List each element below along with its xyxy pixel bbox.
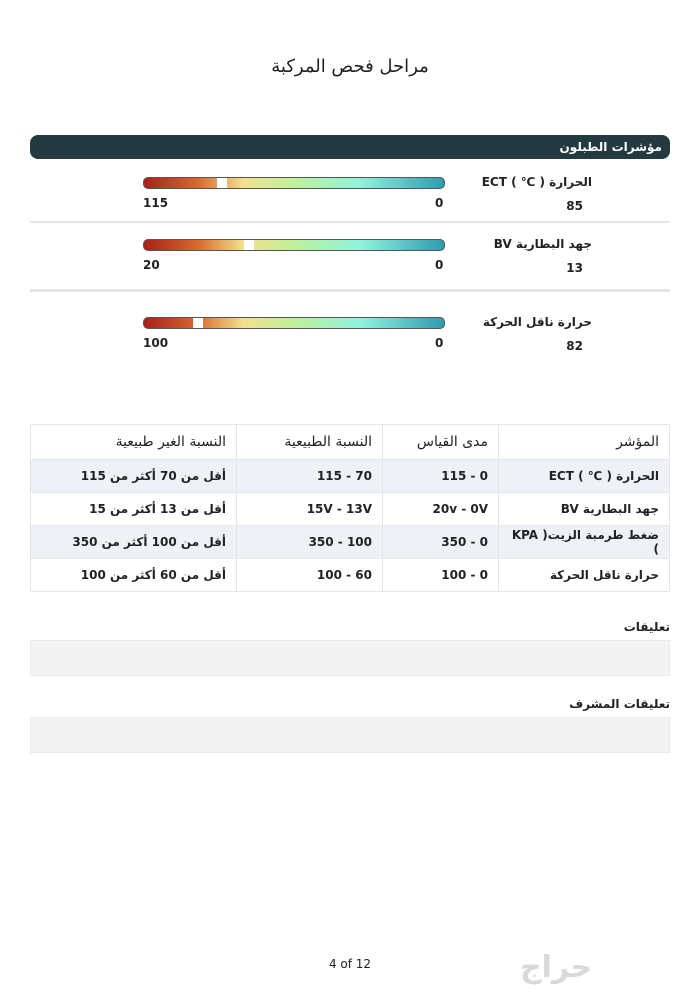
supervisor-comments-label: تعليقات المشرف — [569, 697, 670, 711]
cell: 350 - 100 — [237, 526, 383, 559]
gauge-min: 0 — [435, 258, 444, 272]
header-range: مدى القياس — [383, 425, 499, 460]
cell: 20v - 0V — [383, 493, 499, 526]
cell: 115 - 70 — [237, 460, 383, 493]
cell: 100 - 0 — [383, 559, 499, 592]
gauge-value: 82 — [566, 339, 583, 353]
cell: أقل من 13 أكثر من 15 — [31, 493, 237, 526]
cell: 350 - 0 — [383, 526, 499, 559]
gauge-value: 85 — [566, 199, 583, 213]
cell: جهد البطارية BV — [499, 493, 670, 526]
gauge-min: 0 — [435, 196, 444, 210]
cell: 100 - 60 — [237, 559, 383, 592]
comments-field[interactable] — [30, 640, 670, 676]
gauge-label: حرارة ناقل الحركة — [482, 315, 592, 329]
table-header-row — [31, 425, 670, 460]
gauge-marker — [193, 318, 203, 328]
gauge-max: 100 — [143, 336, 169, 350]
gauge-bar — [143, 317, 445, 329]
cell: 115 - 0 — [383, 460, 499, 493]
gauge-marker — [244, 240, 254, 250]
divider — [30, 221, 670, 223]
divider — [30, 289, 670, 292]
page-number: 4 of 12 — [328, 957, 372, 971]
page-title: مراحل فحص المركبة — [271, 56, 429, 77]
comments-label: تعليقات — [623, 620, 670, 634]
gauge-label: الحرارة ( ℃ ) ECT — [481, 175, 592, 189]
gauge-value: 13 — [566, 261, 583, 275]
gauge-label: جهد البطارية BV — [493, 237, 592, 251]
supervisor-comments-field[interactable] — [30, 717, 670, 753]
cell: أقل من 100 أكثر من 350 — [31, 526, 237, 559]
table-row — [31, 493, 670, 526]
table-row — [31, 559, 670, 592]
header-indicator: المؤشر — [499, 425, 670, 460]
cell: حرارة ناقل الحركة — [499, 559, 670, 592]
table-row — [31, 526, 670, 559]
section-header: مؤشرات الطبلون — [30, 135, 670, 159]
header-abnormal: النسبة الغير طبيعية — [31, 425, 237, 460]
cell: 15V - 13V — [237, 493, 383, 526]
indicators-table — [30, 424, 670, 592]
gauge-bar — [143, 239, 445, 251]
gauge-max: 20 — [143, 258, 160, 272]
gauge-min: 0 — [435, 336, 444, 350]
cell: ضغط طرمبة الزيت( KPA ) — [499, 526, 670, 559]
cell: أقل من 70 أكثر من 115 — [31, 460, 237, 493]
header-normal: النسبة الطبيعية — [237, 425, 383, 460]
table-row — [31, 460, 670, 493]
cell: الحرارة ( ℃ ) ECT — [499, 460, 670, 493]
watermark-logo: حراج — [520, 950, 593, 985]
cell: أقل من 60 أكثر من 100 — [31, 559, 237, 592]
gauge-marker — [217, 178, 227, 188]
gauge-bar — [143, 177, 445, 189]
gauge-max: 115 — [143, 196, 169, 210]
